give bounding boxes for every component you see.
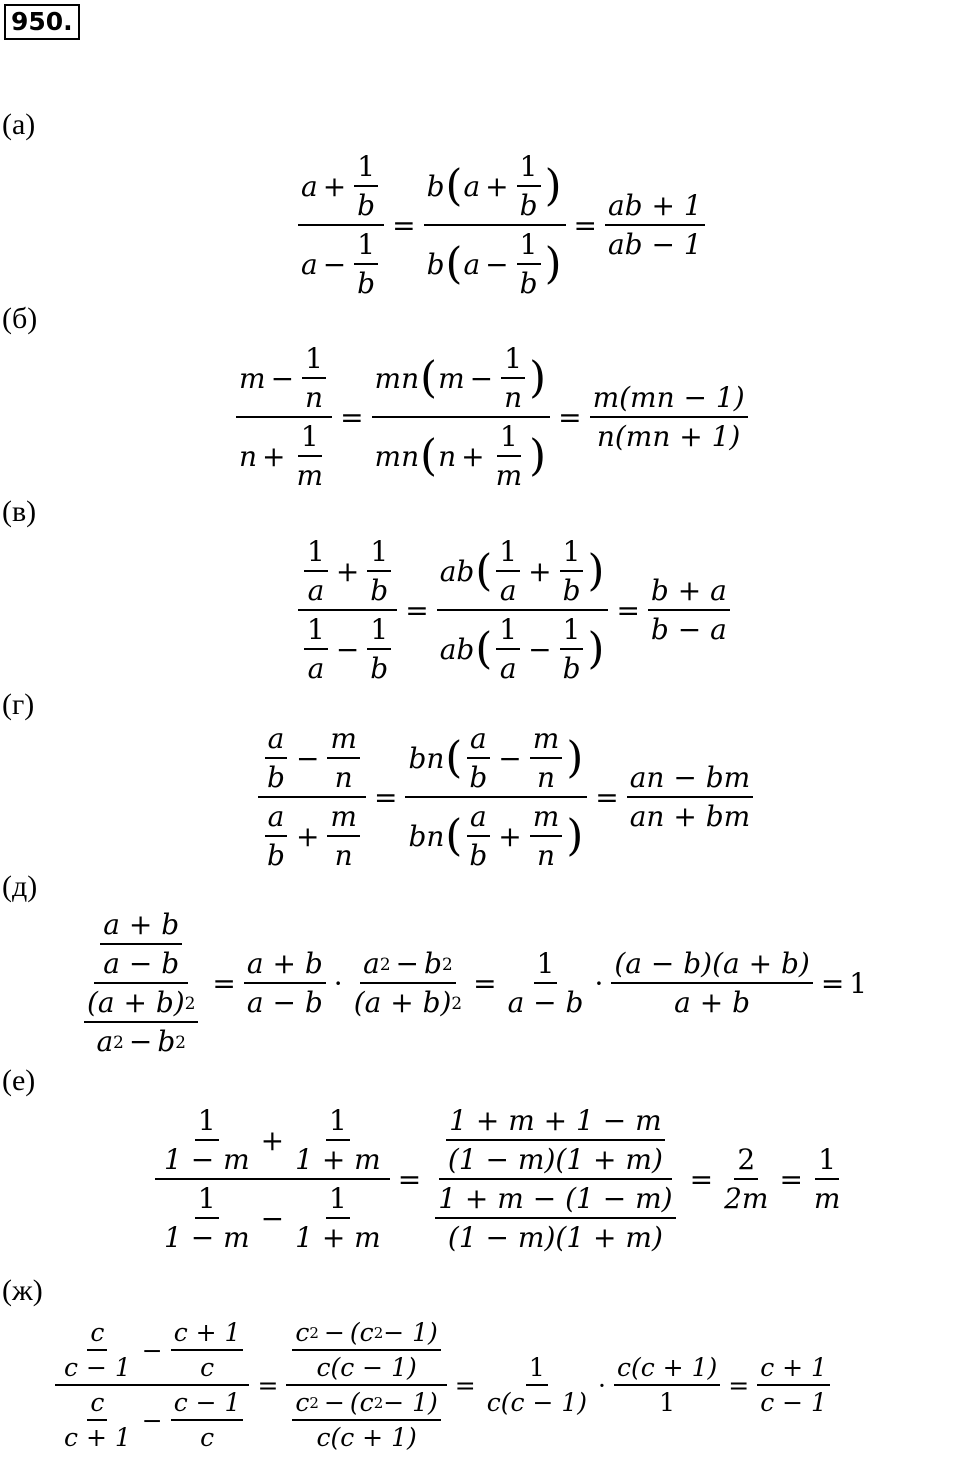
- fraction: $\frac{1}{a}$ + $\frac{1}{b}$ $\frac{1}{a}$ − $\frac{1}{b}$: [298, 535, 397, 685]
- equation-b: m − $\frac{1}{n}$ n + $\frac{1}{m}$ = mn ( m − $\frac{1}{n}$ ) mn ( n + $\frac{1}{m}$ ) = $\frac{m(mn - 1)}{n(mn + 1)}$: [233, 342, 751, 492]
- fraction: $\frac{c(c + 1)}{1}$: [614, 1353, 720, 1417]
- fraction: $\frac{a + b}{a - b}$ (a + b) 2 a 2 − b 2: [78, 908, 204, 1058]
- fraction: $\frac{a}{b}$ − $\frac{m}{n}$ $\frac{a}{b}$ + $\frac{m}{n}$: [258, 722, 366, 872]
- fraction: mn ( m − $\frac{1}{n}$ ) mn ( n + $\frac{1}{m}$ ): [372, 342, 551, 492]
- fraction: c 2 − (c 2 − 1) c(c − 1) c 2 − (c 2 − 1) c(c + 1): [286, 1318, 446, 1452]
- part-label-e: (е): [2, 1064, 36, 1097]
- equation-d: $\frac{a + b}{a - b}$ (a + b) 2 a 2 − b 2 = $\frac{a + b}{a - b}$ · a 2 − b 2 (a + b) 2 = $\frac{1}{a - b}$ · $\frac{(a - b)(a + b)}{a + b}$ = 1: [75, 908, 867, 1058]
- equation-g: $\frac{a}{b}$ − $\frac{m}{n}$ $\frac{a}{b}$ + $\frac{m}{n}$ = bn ( $\frac{a}{b}$ − $\frac{m}{n}$ ) bn ( $\frac{a}{b}$ + $\frac{m}{n}$ ) = $\frac{an - bm}{an + bm}$: [255, 722, 756, 872]
- part-label-v: (в): [2, 495, 37, 528]
- equation-e: $\frac{1}{1 - m}$ + $\frac{1}{1 + m}$ $\frac{1}{1 - m}$ − $\frac{1}{1 + m}$ = $\frac{\frac{1 + m + 1 - m}{(1 - m)(1 + m)}}{\frac{1 + m - (1 - m)}{(1 - m)(1 + m)}}$ = $\frac{2}{2m}$ = $\frac{1}{m}$: [152, 1104, 846, 1254]
- fraction: $\frac{a + b}{a - b}$: [244, 947, 326, 1019]
- fraction: $\frac{\frac{1 + m + 1 - m}{(1 - m)(1 + m)}}{\frac{1 + m - (1 - m)}{(1 - m)(1 + m)}}$: [429, 1104, 681, 1254]
- fraction: $\frac{c + 1}{c - 1}$: [757, 1353, 830, 1417]
- part-label-b: (б): [2, 302, 38, 335]
- fraction: $\frac{2}{2m}$: [724, 1143, 769, 1215]
- fraction: a + $\frac{1}{b}$ a − $\frac{1}{b}$: [298, 150, 384, 300]
- fraction: $\frac{b + a}{b - a}$: [648, 574, 730, 646]
- fraction: $\frac{m(mn - 1)}{n(mn + 1)}$: [590, 381, 748, 453]
- part-label-g: (г): [2, 688, 35, 721]
- fraction: $\frac{ab + 1}{ab - 1}$: [605, 189, 705, 261]
- fraction: $\frac{(a - b)(a + b)}{a + b}$: [611, 947, 812, 1019]
- fraction: $\frac{1}{1 - m}$ + $\frac{1}{1 + m}$ $\frac{1}{1 - m}$ − $\frac{1}{1 + m}$: [155, 1104, 390, 1254]
- part-label-zh: (ж): [2, 1274, 43, 1307]
- part-label-a: (а): [2, 108, 36, 141]
- fraction: $\frac{c}{c - 1}$ − $\frac{c + 1}{c}$ $\frac{c}{c + 1}$ − $\frac{c - 1}{c}$: [55, 1318, 249, 1452]
- part-label-d: (д): [2, 870, 38, 903]
- equation-a: a + $\frac{1}{b}$ a − $\frac{1}{b}$ = b ( a + $\frac{1}{b}$ ) b ( a − $\frac{1}{b}$ ) = $\frac{ab + 1}{ab - 1}$: [295, 150, 708, 300]
- fraction: $\frac{1}{c(c - 1)}$: [486, 1353, 588, 1417]
- fraction: a 2 − b 2 (a + b) 2: [353, 947, 463, 1019]
- fraction: bn ( $\frac{a}{b}$ − $\frac{m}{n}$ ) bn ( $\frac{a}{b}$ + $\frac{m}{n}$ ): [405, 722, 587, 872]
- fraction: $\frac{an - bm}{an + bm}$: [627, 761, 753, 833]
- fraction: ab ( $\frac{1}{a}$ + $\frac{1}{b}$ ) ab ( $\frac{1}{a}$ − $\frac{1}{b}$ ): [437, 535, 609, 685]
- fraction: $\frac{1}{m}$: [813, 1143, 841, 1215]
- equation-v: $\frac{1}{a}$ + $\frac{1}{b}$ $\frac{1}{a}$ − $\frac{1}{b}$ = ab ( $\frac{1}{a}$ + $\frac{1}{b}$ ) ab ( $\frac{1}{a}$ − $\frac{1}{b}$ ) = $\frac{b + a}{b - a}$: [295, 535, 733, 685]
- fraction: $\frac{1}{a - b}$: [507, 947, 584, 1019]
- equation-zh: $\frac{c}{c - 1}$ − $\frac{c + 1}{c}$ $\frac{c}{c + 1}$ − $\frac{c - 1}{c}$ = c 2 − (c 2 − 1) c(c − 1) c 2 − (c 2 − 1) c(c + 1) = $\frac{1}{c(c - 1)}$ · $\frac{c(c + 1)}{1}$ = $\frac{c + 1}{c - 1}$: [52, 1318, 833, 1452]
- fraction: b ( a + $\frac{1}{b}$ ) b ( a − $\frac{1}{b}$ ): [424, 150, 566, 300]
- problem-number: 950.: [4, 4, 80, 40]
- fraction: m − $\frac{1}{n}$ n + $\frac{1}{m}$: [236, 342, 332, 492]
